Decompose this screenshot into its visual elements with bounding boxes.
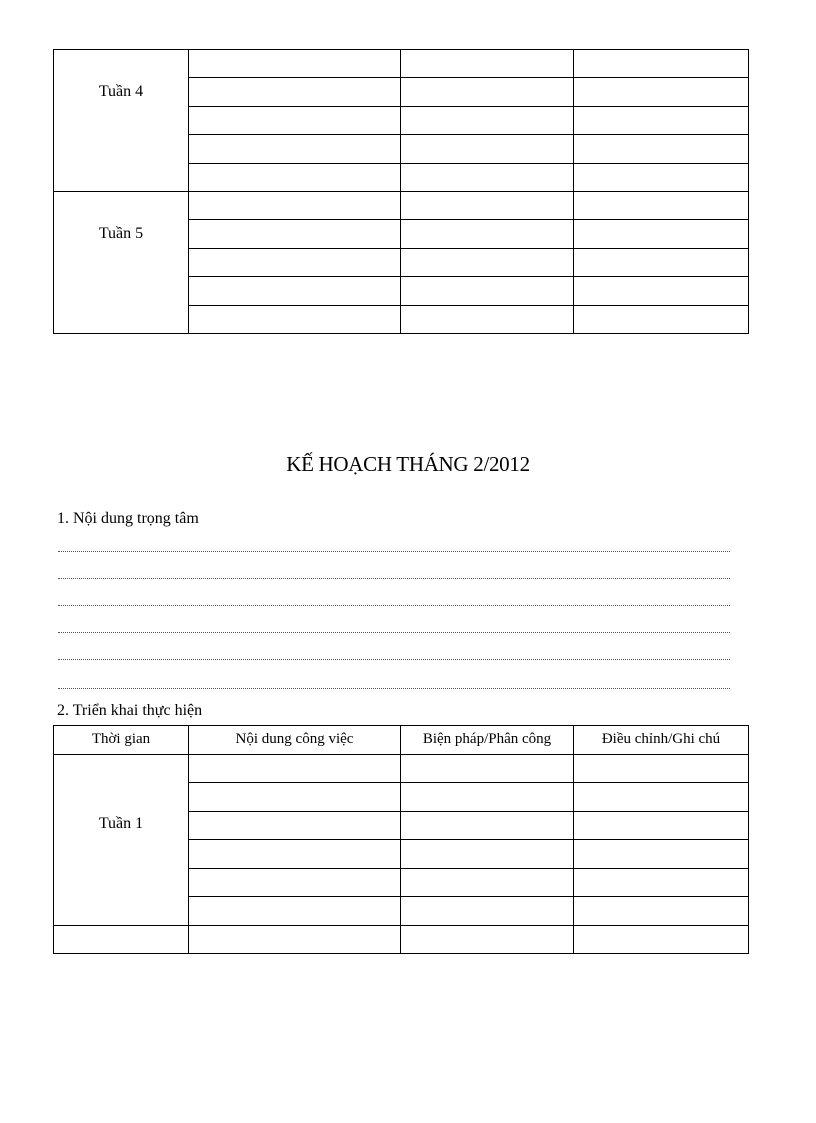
table-cell[interactable]	[54, 925, 189, 954]
table-cell[interactable]	[189, 840, 401, 869]
week-cell-5	[54, 191, 189, 333]
dotted-fill-line[interactable]	[58, 659, 730, 660]
week-label: Tuần 1	[98, 814, 144, 832]
table-cell[interactable]	[189, 305, 401, 333]
table-cell[interactable]	[574, 106, 749, 134]
table-cell[interactable]	[401, 783, 574, 812]
table-cell[interactable]	[189, 925, 401, 954]
table-cell[interactable]	[189, 868, 401, 897]
table-row	[54, 925, 749, 954]
table-cell[interactable]	[401, 163, 574, 191]
table-cell[interactable]	[189, 277, 401, 305]
column-header-time: Thời gian	[54, 726, 189, 755]
table-cell[interactable]	[401, 248, 574, 276]
table-cell[interactable]	[574, 783, 749, 812]
table-cell[interactable]	[189, 106, 401, 134]
page-title: KẾ HOẠCH THÁNG 2/2012	[286, 452, 530, 476]
table-cell[interactable]	[401, 220, 574, 248]
column-header-notes: Điều chỉnh/Ghi chú	[574, 726, 749, 755]
top-plan-table	[53, 49, 749, 334]
table-cell[interactable]	[401, 840, 574, 869]
table-cell[interactable]	[574, 50, 749, 78]
table-cell[interactable]	[401, 135, 574, 163]
table-cell[interactable]	[401, 811, 574, 840]
dotted-fill-line[interactable]	[58, 578, 730, 579]
table-row	[54, 191, 749, 219]
dotted-fill-line[interactable]	[58, 688, 730, 689]
section-2-heading: 2. Triển khai thực hiện	[57, 702, 203, 719]
table-cell[interactable]	[401, 754, 574, 783]
table-cell[interactable]	[401, 868, 574, 897]
table-cell[interactable]	[574, 220, 749, 248]
table-cell[interactable]	[401, 106, 574, 134]
table-cell[interactable]	[189, 50, 401, 78]
table-cell[interactable]	[574, 248, 749, 276]
table-cell[interactable]	[574, 78, 749, 106]
table-cell[interactable]	[401, 925, 574, 954]
table-header-row	[54, 726, 749, 755]
week-label: Tuần 4	[98, 83, 144, 100]
week-cell-4	[54, 50, 189, 192]
table-cell[interactable]	[574, 754, 749, 783]
table-cell[interactable]	[189, 163, 401, 191]
table-cell[interactable]	[401, 78, 574, 106]
week-label: Tuần 5	[98, 224, 144, 242]
table-cell[interactable]	[189, 754, 401, 783]
table-cell[interactable]	[189, 811, 401, 840]
dotted-fill-line[interactable]	[58, 632, 730, 633]
table-cell[interactable]	[574, 811, 749, 840]
dotted-fill-line[interactable]	[58, 605, 730, 606]
table-cell[interactable]	[189, 135, 401, 163]
section-1-heading: 1. Nội dung trọng tâm	[57, 510, 199, 527]
table-row	[54, 754, 749, 783]
table-cell[interactable]	[574, 277, 749, 305]
table-cell[interactable]	[189, 248, 401, 276]
table-row	[54, 50, 749, 78]
table-cell[interactable]	[401, 897, 574, 926]
table-cell[interactable]	[574, 868, 749, 897]
table-cell[interactable]	[189, 191, 401, 219]
column-header-measures: Biện pháp/Phân công	[401, 726, 574, 755]
table-cell[interactable]	[574, 897, 749, 926]
implementation-table	[53, 725, 749, 954]
table-cell[interactable]	[574, 163, 749, 191]
table-cell[interactable]	[189, 783, 401, 812]
table-cell[interactable]	[401, 277, 574, 305]
table-cell[interactable]	[574, 925, 749, 954]
table-cell[interactable]	[574, 305, 749, 333]
table-cell[interactable]	[401, 305, 574, 333]
table-cell[interactable]	[189, 897, 401, 926]
column-header-content: Nội dung công việc	[189, 726, 401, 755]
table-cell[interactable]	[574, 840, 749, 869]
table-cell[interactable]	[574, 135, 749, 163]
table-cell[interactable]	[189, 78, 401, 106]
dotted-fill-line[interactable]	[58, 551, 730, 552]
week-cell-1	[54, 754, 189, 925]
table-cell[interactable]	[574, 191, 749, 219]
table-cell[interactable]	[189, 220, 401, 248]
table-cell[interactable]	[401, 50, 574, 78]
table-cell[interactable]	[401, 191, 574, 219]
